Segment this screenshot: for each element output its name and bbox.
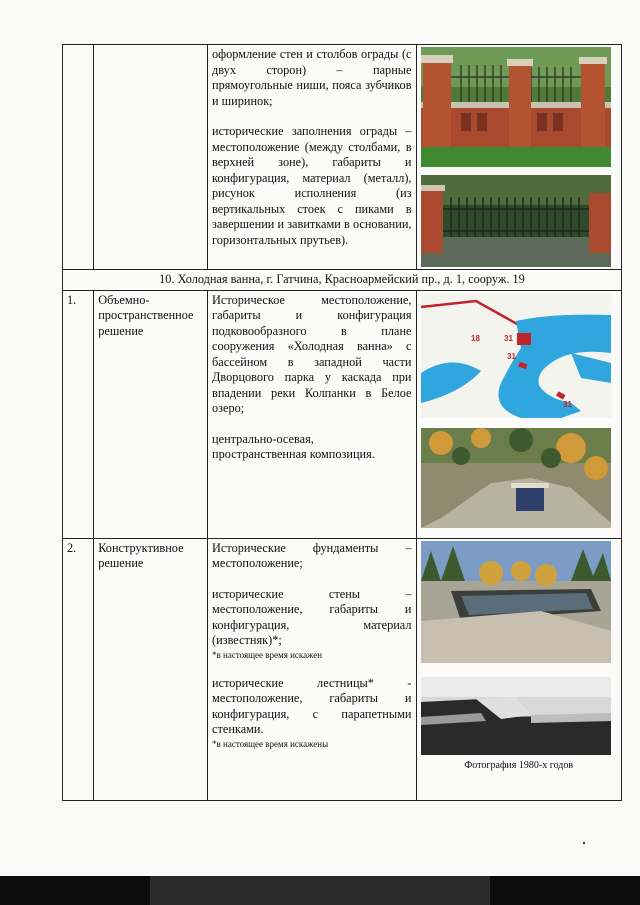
section-row <box>63 270 622 291</box>
scan-bottom-band <box>0 876 640 905</box>
table-row <box>63 45 622 270</box>
walls-text: исторические стены – местоположение, габариты и конфигурация, материал (известняк)*; <box>212 586 412 647</box>
fence-photo-1 <box>421 47 611 167</box>
pool-photo <box>421 541 611 663</box>
map-label: 31 <box>562 399 572 409</box>
map-label: 18 <box>470 333 480 343</box>
stairs-text: исторические лестницы* - местоположение, габариты и конфигурация, с парапетными стенками. <box>212 675 412 736</box>
historic-photo <box>421 677 611 755</box>
walls-note: *в настоящее время искажен <box>212 649 323 660</box>
composition-text: центрально-осевая, пространственная композиция. <box>212 431 375 461</box>
location-text: Историческое местоположение, габариты и конфигурация подковообразного в плане сооружения «Холодная ванна» с бассейном в западной части Дворцового парка у каскада при впадении реки Колпанки в Белое озеро; <box>212 292 412 415</box>
map-label: 31 <box>503 333 513 343</box>
fence-fill-text: исторические заполнения ограды – местоположение (между столбами, в верхней зоне), габариты и конфигурация, материал (металл), рисунок исполнения (из вертикальных стоек с пиками в завершении и завитками в основании, горизонтальных прутьев). <box>212 124 412 247</box>
fence-walls-text: оформление стен и столбов ограды (с двух сторон) – парные прямоугольные ниши, пояса зубчиков и ширинок; <box>212 47 412 108</box>
row-number: 1. <box>63 290 94 538</box>
table-row <box>63 290 622 538</box>
protected-elements-table <box>62 44 622 801</box>
row-name: Конструктивное решение <box>94 538 208 800</box>
table-row <box>63 538 622 800</box>
stairs-note: *в настоящее время искажены <box>212 738 329 749</box>
row-name: Объемно-пространственное решение <box>94 290 208 538</box>
photo-caption: Фотография 1980-х годов <box>464 759 574 771</box>
map-label: 31 <box>506 351 516 361</box>
scan-dot <box>583 842 585 844</box>
section-title: 10. Холодная ванна, г. Гатчина, Красноармейский пр., д. 1, сооруж. 19 <box>63 270 622 291</box>
aerial-photo <box>421 428 611 528</box>
site-map <box>421 293 611 418</box>
foundations-text: Исторические фундаменты – местоположение; <box>212 540 412 570</box>
row-number: 2. <box>63 538 94 800</box>
fence-photo-2 <box>421 175 611 267</box>
